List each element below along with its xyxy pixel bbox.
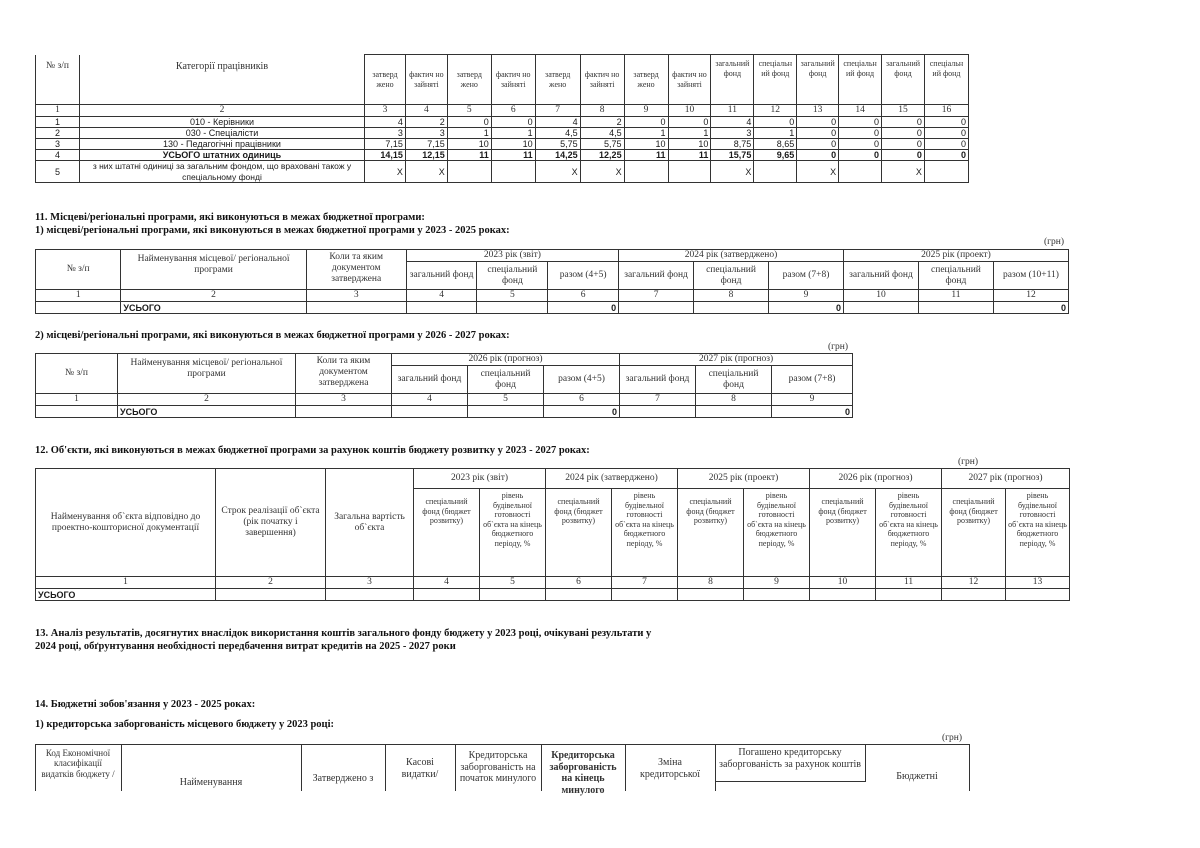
cell-value: 1: [447, 128, 491, 139]
section14-sub1: 1) кредиторська заборгованість місцевого бюджету у 2023 році:: [35, 719, 335, 730]
debt-table-partial: [35, 744, 970, 797]
cell-value: X: [882, 161, 925, 183]
col-number: 10: [810, 577, 876, 589]
sub-header-level: рівень будівельної готовності об`єкта на кінець бюджетного періоду, %: [876, 489, 942, 577]
cell-value: 0: [447, 117, 491, 128]
total-label: УСЬОГО: [36, 589, 216, 601]
row-num: 1: [36, 117, 80, 128]
cell-value: 10: [624, 139, 668, 150]
sub-header: разом (7+8): [769, 262, 844, 290]
sub-header: разом (10+11): [993, 262, 1068, 290]
cell-value: 0: [882, 117, 925, 128]
year-header: 2024 рік (затверджено): [546, 469, 678, 489]
table-row: [36, 117, 969, 128]
col-header: спеціальн ий фонд: [924, 55, 968, 105]
total-value: 0: [769, 302, 844, 314]
col-header: загальний фонд: [711, 55, 754, 105]
cell-value: X: [405, 161, 447, 183]
col-number: 11: [876, 577, 942, 589]
total-doc-cell: [306, 302, 406, 314]
h-term: Строк реалізації об`єкта (рік початку і завершення): [216, 469, 326, 577]
cell-value: 0: [839, 117, 882, 128]
header-category: Категорії працівників: [79, 55, 364, 105]
total-label: УСЬОГО: [118, 406, 296, 418]
staff-header-row: [36, 55, 969, 105]
cell-value: 4: [535, 117, 580, 128]
cell-value: 8,75: [711, 139, 754, 150]
col-number: 9: [769, 290, 844, 302]
col-number: 3: [296, 394, 392, 406]
col-header: затверд жено: [624, 55, 668, 105]
unit-label: (грн): [958, 457, 979, 467]
cell-value: [668, 161, 711, 183]
header-num: № з/п: [36, 55, 80, 105]
cell-value: 0: [882, 128, 925, 139]
col-number: 4: [405, 105, 447, 117]
sub-header-fund: спеціальний фонд (бюджет розвитку): [942, 489, 1006, 577]
cell-value: 1: [668, 128, 711, 139]
cell-value: 11: [447, 150, 491, 161]
total-value: [620, 406, 696, 418]
total-value: 0: [772, 406, 853, 418]
cell-value: 0: [797, 117, 839, 128]
col-number: 3: [365, 105, 406, 117]
col-header: затверд жено: [535, 55, 580, 105]
cell-value: X: [797, 161, 839, 183]
staff-col-numbers: [36, 105, 969, 117]
cell-value: 5,75: [580, 139, 624, 150]
cell-value: 0: [754, 117, 797, 128]
cell-value: 5,75: [535, 139, 580, 150]
section13-title-line2: 2024 році, обґрунтування необхідності передбачення витрат кредитів на 2025 - 2027 роки: [35, 641, 456, 652]
total-num-cell: [36, 302, 121, 314]
col-header: фактич но зайняті: [580, 55, 624, 105]
table-row: [36, 150, 969, 161]
cell-value: X: [711, 161, 754, 183]
year-header: 2025 рік (проект): [678, 469, 810, 489]
col-number: 13: [1006, 577, 1070, 589]
row-name: 010 - Керівники: [79, 117, 364, 128]
h-repaid: Погашено кредиторську заборгованість за рахунок коштів: [719, 747, 861, 770]
col-number: 14: [839, 105, 882, 117]
col-number: 5: [480, 577, 546, 589]
col-number: 8: [694, 290, 769, 302]
col-number: 12: [754, 105, 797, 117]
col-number: 1: [36, 290, 121, 302]
col-header: затверд жено: [447, 55, 491, 105]
cell-value: 0: [668, 117, 711, 128]
col-header: фактич но зайняті: [668, 55, 711, 105]
cell-value: 9,65: [754, 150, 797, 161]
total-value: [619, 302, 694, 314]
h-approved: Затверджено з: [312, 773, 374, 784]
cell-value: 3: [365, 128, 406, 139]
col-number: 4: [392, 394, 468, 406]
total-value: [477, 302, 548, 314]
col-number: 11: [711, 105, 754, 117]
cell-value: 10: [447, 139, 491, 150]
col-number: 5: [477, 290, 548, 302]
cell-value: 0: [924, 117, 968, 128]
cell-value: [924, 161, 968, 183]
col-header: спеціальн ий фонд: [754, 55, 797, 105]
col-number: 9: [772, 394, 853, 406]
col-number: 12: [993, 290, 1068, 302]
col-number: 8: [580, 105, 624, 117]
total-value: 0: [993, 302, 1068, 314]
cell-value: 1: [624, 128, 668, 139]
col-number: 1: [36, 105, 80, 117]
total-value: 0: [544, 406, 620, 418]
col-number: 12: [942, 577, 1006, 589]
h-doc: Коли та яким документом затверджена: [306, 250, 406, 290]
total-value: [694, 302, 769, 314]
cell-value: [839, 161, 882, 183]
sub-header: разом (7+8): [772, 366, 853, 394]
section12-title: 12. Об'єкти, які виконуються в межах бюджетної програми за рахунок коштів бюджету розвитку у 2023 - 2027 роках:: [35, 445, 590, 456]
cell-value: X: [580, 161, 624, 183]
cell-value: 3: [405, 128, 447, 139]
sub-header-level: рівень будівельної готовності об`єкта на кінець бюджетного періоду, %: [1006, 489, 1070, 577]
programs-2023-2025-table: [35, 249, 1069, 314]
sub-header-fund: спеціальний фонд (бюджет розвитку): [678, 489, 744, 577]
row-num: 4: [36, 150, 80, 161]
sub-header: разом (4+5): [544, 366, 620, 394]
h-num: № з/п: [36, 354, 118, 394]
total-value: [468, 406, 544, 418]
cell-value: 0: [924, 150, 968, 161]
year-header: 2023 рік (звіт): [406, 250, 618, 262]
row-name: 030 - Спеціалісти: [79, 128, 364, 139]
col-header: затверд жено: [365, 55, 406, 105]
h-doc: Коли та яким документом затверджена: [296, 354, 392, 394]
cell-value: 14,15: [365, 150, 406, 161]
section11-title: 11. Місцеві/регіональні програми, які виконуються в межах бюджетної програми:: [35, 212, 425, 223]
cell-value: 1: [491, 128, 535, 139]
cell-value: X: [365, 161, 406, 183]
cell-value: 8,65: [754, 139, 797, 150]
sub-header-level: рівень будівельної готовності об`єкта на кінець бюджетного періоду, %: [612, 489, 678, 577]
cell-value: 11: [624, 150, 668, 161]
total-doc-cell: [296, 406, 392, 418]
col-number: 7: [619, 290, 694, 302]
col-number: 3: [306, 290, 406, 302]
sub-header: загальний фонд: [406, 262, 477, 290]
sub-header: спеціальний фонд: [477, 262, 548, 290]
unit-label: (грн): [828, 342, 849, 352]
section11-sub1: 1) місцеві/регіональні програми, які виконуються в межах бюджетної програми у 2023 - 2025 роках:: [35, 225, 510, 236]
cell-value: [491, 161, 535, 183]
total-value: [696, 406, 772, 418]
cell-value: 4: [711, 117, 754, 128]
col-number: 2: [216, 577, 326, 589]
sub-header: разом (4+5): [548, 262, 619, 290]
sub-header-level: рівень будівельної готовності об`єкта на кінець бюджетного періоду, %: [744, 489, 810, 577]
total-value: [844, 302, 919, 314]
h-budget: Бюджетні: [896, 771, 938, 782]
cell-value: 0: [839, 128, 882, 139]
cell-value: 0: [924, 128, 968, 139]
col-number: 9: [744, 577, 810, 589]
col-number: 9: [624, 105, 668, 117]
col-number: 16: [924, 105, 968, 117]
cell-value: 2: [405, 117, 447, 128]
col-number: 15: [882, 105, 925, 117]
col-number: 8: [678, 577, 744, 589]
h-num: № з/п: [36, 250, 121, 290]
col-number: 7: [620, 394, 696, 406]
cell-value: 11: [491, 150, 535, 161]
total-value: [406, 302, 477, 314]
cell-value: 14,25: [535, 150, 580, 161]
sub-header: загальний фонд: [620, 366, 696, 394]
col-number: 1: [36, 394, 118, 406]
cell-value: 0: [797, 128, 839, 139]
cell-value: 0: [839, 150, 882, 161]
row-num: 3: [36, 139, 80, 150]
col-number: 6: [548, 290, 619, 302]
year-header: 2023 рік (звіт): [414, 469, 546, 489]
cell-value: 4,5: [580, 128, 624, 139]
section11-sub2: 2) місцеві/регіональні програми, які виконуються в межах бюджетної програми у 2026 - 2027 роках:: [35, 330, 510, 341]
h-debt-start: Кредиторська заборгованість на початок минулого: [459, 750, 537, 784]
cell-value: 0: [839, 139, 882, 150]
col-header: загальний фонд: [797, 55, 839, 105]
col-number: 10: [668, 105, 711, 117]
h-code: Код Економічної класифікації видатків бюджету /: [41, 748, 115, 779]
cell-value: [754, 161, 797, 183]
sub-header: загальний фонд: [844, 262, 919, 290]
sub-header-fund: спеціальний фонд (бюджет розвитку): [810, 489, 876, 577]
col-number: 7: [535, 105, 580, 117]
col-number: 2: [121, 290, 306, 302]
objects-table: [35, 468, 1070, 601]
col-number: 8: [696, 394, 772, 406]
h-object-name: Найменування об`єкта відповідно до проектно-кошторисної документації: [36, 469, 216, 577]
table-row: [36, 161, 969, 183]
col-number: 4: [414, 577, 480, 589]
sub-header: спеціальний фонд: [468, 366, 544, 394]
cell-value: 0: [797, 139, 839, 150]
total-num-cell: [36, 406, 118, 418]
col-number: 6: [546, 577, 612, 589]
year-header: 2027 рік (прогноз): [620, 354, 853, 366]
cell-value: 0: [797, 150, 839, 161]
programs-2026-2027-table: [35, 353, 853, 418]
col-number: 1: [36, 577, 216, 589]
row-name: з них штатні одиниці за загальним фондом, що враховані також у спеціальному фонді: [79, 161, 364, 183]
cell-value: X: [535, 161, 580, 183]
sub-header: спеціальний фонд: [694, 262, 769, 290]
cell-value: 7,15: [365, 139, 406, 150]
year-header: 2026 рік (прогноз): [392, 354, 620, 366]
col-number: 2: [79, 105, 364, 117]
h-cost: Загальна вартість об`єкта: [326, 469, 414, 577]
cell-value: [624, 161, 668, 183]
row-num: 5: [36, 161, 80, 183]
sub-header: спеціальний фонд: [918, 262, 993, 290]
col-number: 3: [326, 577, 414, 589]
sub-header: спеціальний фонд: [696, 366, 772, 394]
table-row: [36, 139, 969, 150]
total-value: [392, 406, 468, 418]
total-label: УСЬОГО: [121, 302, 306, 314]
cell-value: 0: [624, 117, 668, 128]
cell-value: 11: [668, 150, 711, 161]
year-header: 2025 рік (проект): [844, 250, 1069, 262]
total-value: 0: [548, 302, 619, 314]
cell-value: 0: [924, 139, 968, 150]
year-header: 2027 рік (прогноз): [942, 469, 1070, 489]
unit-label: (грн): [942, 733, 963, 743]
col-header: фактич но зайняті: [405, 55, 447, 105]
cell-value: 0: [882, 139, 925, 150]
year-header: 2026 рік (прогноз): [810, 469, 942, 489]
col-number: 6: [491, 105, 535, 117]
col-number: 5: [447, 105, 491, 117]
cell-value: 2: [580, 117, 624, 128]
total-value: [918, 302, 993, 314]
col-number: 5: [468, 394, 544, 406]
cell-value: [447, 161, 491, 183]
cell-value: 15,75: [711, 150, 754, 161]
unit-label: (грн): [1044, 237, 1065, 247]
col-number: 2: [118, 394, 296, 406]
row-name: 130 - Педагогічні працівники: [79, 139, 364, 150]
col-header: фактич но зайняті: [491, 55, 535, 105]
row-num: 2: [36, 128, 80, 139]
cell-value: 3: [711, 128, 754, 139]
cell-value: 4: [365, 117, 406, 128]
section13-title-line1: 13. Аналіз результатів, досягнутих внаслідок використання коштів загального фонду бюджету у 2023 році, очікувані результати у: [35, 628, 652, 639]
cell-value: 4,5: [535, 128, 580, 139]
col-header: загальний фонд: [882, 55, 925, 105]
sub-header-fund: спеціальний фонд (бюджет розвитку): [546, 489, 612, 577]
row-name: УСЬОГО штатних одиниць: [79, 150, 364, 161]
cell-value: 7,15: [405, 139, 447, 150]
h-name: Найменування: [179, 777, 243, 788]
cell-value: 0: [882, 150, 925, 161]
cell-value: 12,25: [580, 150, 624, 161]
col-header: спеціальн ий фонд: [839, 55, 882, 105]
table-row: [36, 128, 969, 139]
h-name: Найменування місцевої/ регіональної програми: [118, 354, 296, 394]
h-name: Найменування місцевої/ регіональної програми: [121, 250, 306, 290]
h-debt-end: Кредиторська заборгованість на кінець минулого: [549, 750, 617, 796]
cell-value: 12,15: [405, 150, 447, 161]
cell-value: 1: [754, 128, 797, 139]
col-number: 13: [797, 105, 839, 117]
year-header: 2024 рік (затверджено): [619, 250, 844, 262]
col-number: 4: [406, 290, 477, 302]
sub-header-level: рівень будівельної готовності об`єкта на кінець бюджетного періоду, %: [480, 489, 546, 577]
h-cash: Касові видатки/: [401, 757, 439, 780]
col-number: 11: [918, 290, 993, 302]
col-number: 7: [612, 577, 678, 589]
sub-header-fund: спеціальний фонд (бюджет розвитку): [414, 489, 480, 577]
staff-table: [35, 54, 969, 183]
col-number: 10: [844, 290, 919, 302]
cell-value: 0: [491, 117, 535, 128]
cell-value: 10: [668, 139, 711, 150]
cell-value: 10: [491, 139, 535, 150]
col-number: 6: [544, 394, 620, 406]
sub-header: загальний фонд: [619, 262, 694, 290]
sub-header: загальний фонд: [392, 366, 468, 394]
h-change: Зміна кредиторської: [640, 757, 700, 780]
section14-title: 14. Бюджетні зобов'язання у 2023 - 2025 роках:: [35, 699, 256, 710]
